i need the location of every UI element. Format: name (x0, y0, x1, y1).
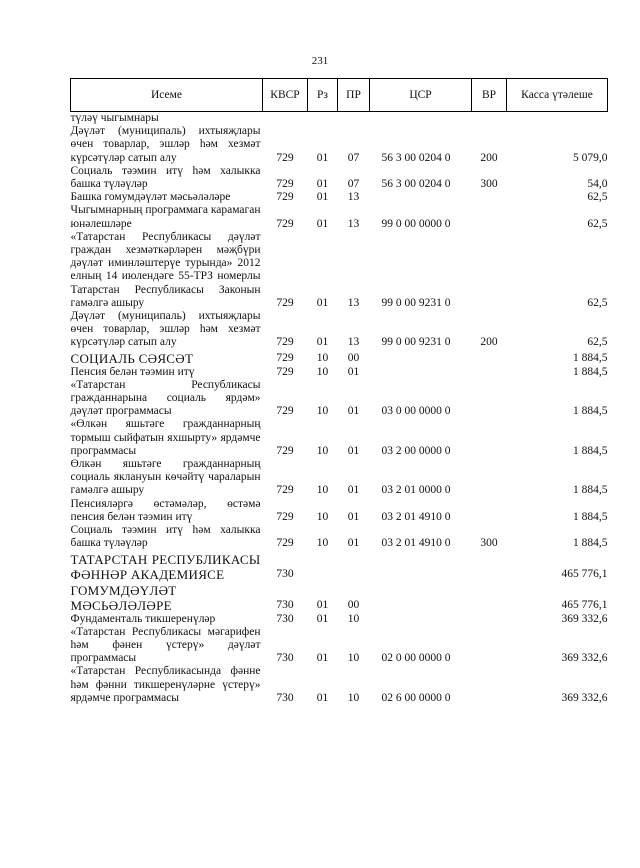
cell-pr (338, 112, 370, 126)
cell-vr (472, 498, 507, 524)
cell-vr (472, 204, 507, 230)
cell-vr (472, 551, 507, 582)
cell-kvsr: 730 (276, 652, 294, 665)
cell-kvsr: 729 (276, 178, 294, 191)
cell-kassa: 465 776,1 (561, 599, 608, 612)
cell-csr: 03 2 01 4910 0 (381, 537, 451, 550)
cell-kassa: 369 332,6 (561, 652, 608, 665)
cell-kvsr: 729 (276, 191, 294, 204)
cell-pr: 01 (347, 537, 360, 550)
cell-kassa: 1 884,5 (573, 365, 608, 378)
cell-name: Дәүләт (муниципаль) ихтыяҗлары өчен товарлар, эшләр һәм хезмәт күрсәтүләр сатып алу (70, 125, 261, 164)
cell-rz: 10 (316, 444, 329, 457)
cell-kassa: 369 332,6 (561, 691, 608, 704)
cell-kassa: 1 884,5 (573, 352, 608, 365)
cell-kvsr: 729 (276, 296, 294, 309)
cell-csr (370, 551, 472, 582)
cell-csr: 99 0 00 9231 0 (381, 336, 451, 349)
header-csr: ЦСР (370, 79, 472, 112)
budget-table (70, 78, 608, 705)
cell-rz: 01 (316, 691, 329, 704)
cell-kassa: 62,5 (587, 336, 608, 349)
cell-csr: 03 2 01 0000 0 (381, 484, 451, 497)
cell-vr: 300 (480, 537, 498, 550)
cell-name: «Татарстан Республикасы гражданнарына социаль ярдәм» дәүләт программасы (70, 378, 261, 418)
cell-pr: 01 (347, 365, 360, 378)
cell-rz: 10 (316, 405, 329, 418)
cell-kassa: 5 079,0 (573, 151, 608, 164)
table-row (71, 366, 608, 379)
cell-kassa: 62,5 (587, 217, 608, 230)
cell-name: «Татарстан Республикасы мәгарифен һәм фәнен үстерү» дәүләт программасы (70, 625, 261, 665)
table-row (71, 582, 608, 613)
cell-name: Социаль тәэмин итү һәм халыкка башка түләүләр (70, 524, 261, 550)
table-row (71, 204, 608, 230)
cell-vr (472, 379, 507, 419)
cell-kvsr: 730 (276, 568, 294, 581)
table-row (71, 458, 608, 498)
cell-kvsr: 729 (276, 352, 294, 365)
cell-pr: 01 (347, 444, 360, 457)
cell-kassa: 1 884,5 (573, 537, 608, 550)
cell-kassa: 1 884,5 (573, 484, 608, 497)
cell-vr (472, 231, 507, 310)
cell-vr (472, 112, 507, 126)
cell-vr (472, 458, 507, 498)
cell-name: «Өлкән яшьтәге гражданнарның тормыш сыйфатын яхшырту» ярдәмче программасы (70, 418, 261, 457)
cell-rz: 10 (316, 510, 329, 523)
cell-kvsr: 729 (276, 365, 294, 378)
table-row (71, 191, 608, 204)
cell-csr: 99 0 00 0000 0 (381, 217, 451, 230)
cell-vr (472, 582, 507, 613)
cell-pr: 13 (347, 296, 360, 309)
cell-pr: 01 (347, 510, 360, 523)
table-row (71, 165, 608, 191)
cell-rz (308, 551, 338, 582)
cell-rz: 01 (316, 217, 329, 230)
cell-name: Пенсияләргә өстәмәләр, өстәмә пенсия белән тәэмин итү (70, 497, 261, 523)
cell-name: Чыгымнарның программага карамаган юнәлешләре (70, 204, 261, 230)
table-header-row (71, 79, 608, 112)
cell-vr (472, 366, 507, 379)
cell-name: СОЦИАЛЬ СӘЯСӘТ (70, 350, 194, 366)
cell-pr: 07 (347, 151, 360, 164)
page-number: 231 (311, 55, 329, 67)
cell-pr: 10 (347, 691, 360, 704)
cell-vr (472, 191, 507, 204)
cell-vr: 200 (480, 151, 498, 164)
cell-pr: 01 (347, 405, 360, 418)
table-row (71, 379, 608, 419)
cell-csr: 56 3 00 0204 0 (381, 178, 451, 191)
table-row (71, 310, 608, 350)
cell-pr (338, 551, 370, 582)
cell-rz: 10 (316, 365, 329, 378)
cell-kassa: 369 332,6 (561, 612, 608, 625)
cell-kvsr: 730 (276, 691, 294, 704)
cell-kvsr: 730 (276, 599, 294, 612)
cell-rz: 01 (316, 652, 329, 665)
cell-csr (370, 112, 472, 126)
cell-kassa: 1 884,5 (573, 510, 608, 523)
cell-kassa: 54,0 (587, 178, 608, 191)
cell-kassa (507, 112, 608, 126)
cell-pr: 10 (347, 652, 360, 665)
header-kassa: Касса үтәлеше (507, 79, 608, 112)
cell-pr: 00 (347, 352, 360, 365)
cell-csr (370, 582, 472, 613)
cell-name: «Татарстан Республикасында фәнне һәм фәнни тикшеренүләрне үстерү» ярдәмче программасы (70, 665, 261, 704)
cell-kassa: 1 884,5 (573, 405, 608, 418)
cell-vr (472, 350, 507, 366)
cell-rz (308, 112, 338, 126)
table-row (71, 418, 608, 458)
cell-pr: 13 (347, 336, 360, 349)
cell-rz: 10 (316, 484, 329, 497)
cell-kvsr: 729 (276, 444, 294, 457)
cell-rz: 01 (316, 612, 329, 625)
cell-csr: 02 0 00 0000 0 (381, 652, 451, 665)
cell-pr: 13 (347, 217, 360, 230)
cell-vr: 300 (480, 178, 498, 191)
table-row (71, 112, 608, 126)
header-rz: Рз (308, 79, 338, 112)
table-row (71, 498, 608, 524)
cell-csr (370, 350, 472, 366)
cell-csr: 03 2 01 4910 0 (381, 510, 451, 523)
table-row (71, 125, 608, 165)
cell-kvsr: 729 (276, 151, 294, 164)
cell-vr: 200 (480, 336, 498, 349)
cell-name: «Татарстан Республикасы дәүләт граждан хезмәткәрләрен мәҗбүри дәүләт иминләштерүе турында» 2012 елның 14 июлендәге 55-ТРЗ номерлы Татарстан Республикасы Законын гамәлгә ашыру (70, 230, 261, 309)
cell-vr (472, 418, 507, 458)
cell-csr: 56 3 00 0204 0 (381, 151, 451, 164)
cell-rz: 01 (316, 599, 329, 612)
cell-kvsr: 730 (276, 612, 294, 625)
cell-vr (472, 613, 507, 626)
table-row (71, 613, 608, 626)
cell-rz: 01 (316, 336, 329, 349)
cell-kvsr: 729 (276, 217, 294, 230)
cell-csr: 99 0 00 9231 0 (381, 296, 451, 309)
cell-rz: 01 (316, 151, 329, 164)
cell-name: Социаль тәэмин итү һәм халыкка башка түләүләр (70, 164, 261, 191)
cell-rz: 10 (316, 352, 329, 365)
cell-name: ТАТАРСТАН РЕСПУБЛИКАСЫ ФӘННӘР АКАДЕМИЯСЕ (70, 551, 261, 582)
cell-kvsr: 729 (276, 336, 294, 349)
cell-vr (472, 626, 507, 666)
cell-kvsr: 729 (276, 510, 294, 523)
cell-pr: 10 (347, 612, 360, 625)
cell-name: Пенсия белән тәэмин итү (70, 365, 195, 378)
cell-rz: 01 (316, 178, 329, 191)
cell-csr: 02 6 00 0000 0 (381, 691, 451, 704)
cell-csr (370, 366, 472, 379)
header-kvsr: КВСР (263, 79, 308, 112)
header-vr: ВР (472, 79, 507, 112)
table-row (71, 551, 608, 582)
cell-name: Дәүләт (муниципаль) ихтыяҗлары өчен товарлар, эшләр һәм хезмәт күрсәтүләр сатып алу (70, 310, 261, 349)
cell-pr: 00 (347, 599, 360, 612)
cell-kvsr: 729 (276, 484, 294, 497)
cell-name: түләү чыгымнары (70, 112, 159, 124)
cell-vr (472, 665, 507, 705)
cell-kassa: 62,5 (587, 296, 608, 309)
cell-csr: 03 0 00 0000 0 (381, 405, 451, 418)
cell-rz: 10 (316, 537, 329, 550)
cell-kassa: 62,5 (587, 191, 608, 204)
table-row (71, 626, 608, 666)
cell-kassa: 465 776,1 (561, 568, 608, 581)
cell-pr: 07 (347, 178, 360, 191)
table-row (71, 665, 608, 705)
table-row (71, 231, 608, 310)
cell-name: Башка гомумдәүләт мәсьәләләре (70, 191, 231, 204)
cell-csr: 03 2 00 0000 0 (381, 444, 451, 457)
cell-csr (370, 191, 472, 204)
table-row (71, 350, 608, 366)
table-row (71, 524, 608, 550)
cell-pr: 13 (347, 191, 360, 204)
cell-kassa: 1 884,5 (573, 444, 608, 457)
cell-kvsr: 729 (276, 405, 294, 418)
cell-rz: 01 (316, 191, 329, 204)
cell-csr (370, 613, 472, 626)
cell-name: Өлкән яшьтәге гражданнарның социаль яклануын көчәйтү чараларын гамәлгә ашыру (70, 458, 261, 497)
cell-kvsr: 729 (276, 537, 294, 550)
header-name: Исеме (71, 79, 263, 112)
cell-rz: 01 (316, 296, 329, 309)
cell-name: ГОМУМДӘҮЛӘТ МӘСЬӘЛӘЛӘРЕ (70, 582, 177, 613)
cell-pr: 01 (347, 484, 360, 497)
cell-name: Фундаменталь тикшеренүләр (70, 612, 216, 625)
header-pr: ПР (338, 79, 370, 112)
cell-kvsr (263, 112, 308, 126)
